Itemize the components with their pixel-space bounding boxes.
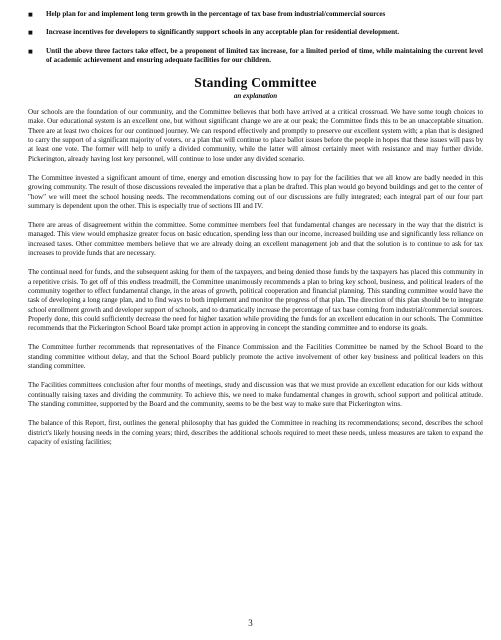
square-bullet-icon: ■ [28,28,33,38]
page-number: 3 [248,618,253,628]
paragraph: The Committee further recommends that representatives of the Finance Commission and the Facilities Committee be named by the School Board to the standing committee without delay, and that the School Board publicly promote the active involvement of other key business and political leaders on this standing committee. [28,343,483,371]
list-item [28,47,483,66]
list-item [28,10,483,19]
paragraph: The Committee invested a significant amount of time, energy and emotion discussing how to pay for the facilities that we all know are badly needed in this growing community. The result of those discussions revealed the imperative that a plan be drafted. This plan would go beyond buildings and get to the center of "how" we will meet the school housing needs. The recommendations coming out of our discussions are fully integrated; each integral part of our four part summary is dependent upon the other. This is especially true of sections III and IV. [28,173,483,210]
square-bullet-icon: ■ [28,46,33,56]
section-heading: Standing Committee [194,75,317,91]
recommendation-list [28,10,483,65]
bullet-text: Increase incentives for developers to significantly support schools in any acceptable plan for residential development. [46,28,400,37]
paragraph: The balance of this Report, first, outlines the general philosophy that has guided the Committee in reaching its recommendations; second, describes the school district's likely housing needs in the coming years; third, describes the additional schools required to meet these needs, unless measures are taken to expand the capacity of existing facilities; [28,419,483,446]
bullet-text: Until the above three factors take effect, be a proponent of limited tax increase, for a limited period of time, while maintaining the current level of academic achievement and ensuring adequate facilities for our children. [46,46,483,64]
bullet-text: Help plan for and implement long term growth in the percentage of tax base from industrial/commercial sources [46,10,386,18]
section-subheading: an explanation [233,92,278,101]
paragraph: Our schools are the foundation of our community, and the Committee believes that both have arrived at a critical crossroad. We have some tough choices to make. Our educational system is an excellent one, but without significant change we are at our peak; the Committee finds this to be an unacceptable situation. There are at least two choices for our continued journey. We can respond effectively and promptly to preserve our excellent system with; a plan that is designed to carry the support of a significant majority of voters, or a plan that will continue to place ballot issues before the people in hopes that these issues will pass by at least one vote. The former will help to unify a divided community, while the latter will almost certainly meet with resistance and may further divide. Pickerington, already having lost key personnel, will continue to lose under any divided scenario. [28,108,483,163]
paragraph: There are areas of disagreement within the committee. Some committee members feel that fundamental changes are necessary in the way that the district is managed. This view would emphasize greater focus on basic education, spending less than our income, increased building use and significantly less reliance on increased taxes. Other committee members believe that we are already doing an excellent management job and that the solution is to continue to ask for tax increases to provide funds that are necessary. [28,221,483,258]
square-bullet-icon: ■ [28,10,33,19]
paragraph: The Facilities committees conclusion after four months of meetings, study and discussion was that we must provide an excellent education for our kids without continually raising taxes and dividing the community. To achieve this, we need to make fundamental changes in growth, school support and political attitude. The standing committee, supported by the Board and the community, seems to be the best way to make sure that Pickerington wins. [28,381,483,408]
list-item [28,28,483,37]
paragraph: The continual need for funds, and the subsequent asking for them of the taxpayers, and being denied those funds by the taxpayers has placed this community in a repetitive crisis. To get off of this endless treadmill, the Committee unanimously recommends a plan to bring key school, business, and political leaders of the community together to effect fundamental change, in the areas of growth, political cooperation and financial planning. This standing committee would have the task of developing a long range plan, and to find ways to both implement and monitor the progress of that plan. The direction of this plan should be to integrate school enrollment growth and developer support of schools, and to dramatically increase the percentage of tax base coming from industrial/commercial sources. Properly done, this could sufficiently decrease the need for higher taxation while providing the funds for an excellent education in our schools. The Committee recommends that the Pickerington School Board take prompt action in approving in concept the standing committee and to endorse its goals. [28,268,483,333]
